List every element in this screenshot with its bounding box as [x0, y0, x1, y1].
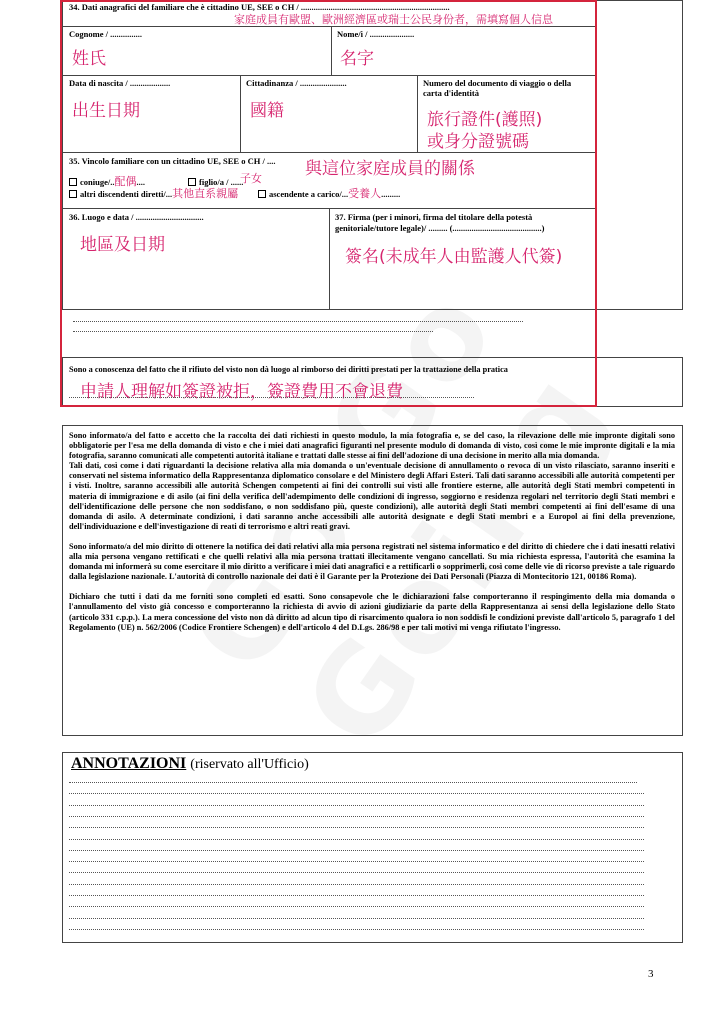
annotation-line[interactable] [69, 929, 644, 930]
annotation-line[interactable] [69, 906, 644, 907]
ascendant-option[interactable]: ascendente a carico/...受養人......... [258, 189, 400, 199]
section-36-zh[interactable]: 地區及日期 [80, 235, 165, 255]
section-37-label-1: 37. Firma (per i minori, firma del titolare della potestà [335, 212, 533, 222]
name-label: Nome/i / ..................... [337, 29, 415, 39]
section-37-label-2: genitoriale/tutore legale)/ ......... (..........................................) [335, 223, 545, 233]
annotations-title: ANNOTAZIONI [71, 755, 187, 772]
surname-zh[interactable]: 姓氏 [72, 49, 106, 69]
name-zh[interactable]: 名字 [340, 49, 374, 69]
annotations-subtitle: (riservato all'Ufficio) [190, 757, 309, 772]
annotation-line[interactable] [69, 918, 644, 919]
child-zh: 子女 [240, 172, 262, 185]
annotation-line[interactable] [69, 793, 644, 794]
highlight-frame [60, 0, 597, 407]
section-37-zh[interactable]: 簽名(未成年人由監護人代簽) [345, 247, 563, 267]
annotation-line[interactable] [69, 816, 644, 817]
annotations-box [62, 752, 683, 943]
annotation-line[interactable] [69, 861, 644, 862]
refund-zh: 申請人理解如簽證被拒，簽證費用不會退費 [80, 382, 403, 402]
section-34-label: 34. Dati anagrafici del familiare che è cittadino UE, SEE o CH / ...................................................................... [69, 2, 450, 12]
citizenship-zh[interactable]: 國籍 [250, 101, 284, 121]
child-option[interactable]: figlio/a / ...... [188, 177, 243, 187]
section-35-label: 35. Vincolo familiare con un cittadino UE, SEE o CH / .... [69, 156, 276, 166]
annotation-line[interactable] [69, 839, 644, 840]
annotation-line[interactable] [69, 805, 644, 806]
section-36-label: 36. Luogo e data / ................................ [69, 212, 204, 222]
ascendant-zh: 受養人 [348, 187, 382, 200]
info-paragraph-2: Tali dati, così come i dati riguardanti la decisione relativa alla mia domanda o un'eventuale decisione di annullamento o revoca di un visto rilasciato, saranno inseriti e conservati nel sistema informatico della Rappresentanza diplomatico consolare e del Ministero degli Affari Esteri. Tali dati saranno accessibili alle autorità competenti per i visti. Inoltre, saranno accessibili alle autorità Schengen competenti ai fini dei controlli sui visti alle frontiere esterne, alle autorità degli Stati membri competenti in materia di immigrazione e di asilo (ai fini della verifica dell'adempimento delle condizioni di ingresso, soggiorno e residenza regolari nel territorio degli Stati membri e dell'identificazione delle persone che non soddisfano, o non soddisfano più, queste condizioni), alle autorità degli Stati membri competenti ai fini dell'esame di una domanda di asilo. A determinate condizioni, i dati saranno anche accessibili alle autorità designate e degli Stati membri e a Europol ai fini della prevenzione, dell'individuazione e dell'investigazione di reati di terrorismo e altri reati gravi. [69, 461, 675, 531]
info-text [69, 431, 675, 643]
descendants-zh: 其他直系親屬 [172, 187, 239, 200]
section-35-zh: 與這位家庭成員的關係 [305, 159, 475, 179]
annotation-line[interactable] [69, 827, 644, 828]
info-paragraph-4: Dichiaro che tutti i dati da me forniti sono completi ed esatti. Sono consapevole che le dichiarazioni false comporteranno il respingimento della mia domanda o l'annullamento del visto già concesso e comporteranno la richiesta di avvio di azioni giudiziarie da parte della Rappresentanza ai sensi della legislazione dello Stato (articolo 331 c.p.p.). La mera concessione del visto non dà diritto ad alcun tipo di risarcimento qualora io non soddisfi le condizioni previste dall'articolo 5, paragrafo 1 del Regolamento (UE) n. 562/2006 (Codice Frontiere Schengen) e dell'articolo 4 del D.Lgs. 286/98 e per tali motivi mi venga rifiutato l'ingresso. [69, 592, 675, 632]
birth-label: Data di nascita / ................... [69, 78, 171, 88]
surname-label: Cognome / ............... [69, 29, 142, 39]
section-34-zh: 家庭成員有歐盟、歐洲經濟區或瑞士公民身份者，需填寫個人信息 [234, 13, 553, 26]
document-zh-line2[interactable]: 或身分證號碼 [427, 132, 529, 152]
citizenship-label: Cittadinanza / ...................... [246, 78, 347, 88]
annotation-line[interactable] [69, 895, 644, 896]
page-number: 3 [648, 968, 654, 980]
annotation-line[interactable] [69, 850, 644, 851]
refund-text: Sono a conoscenza del fatto che il rifiuto del visto non dà luogo al rimborso dei diritti prestati per la trattazione della pratica [69, 365, 508, 374]
spouse-option[interactable]: coniuge/..配偶.... [69, 177, 145, 187]
info-paragraph-1: Sono informato/a del fatto e accetto che la raccolta dei dati richiesti in questo modulo, la mia fotografia e, se del caso, la rilevazione delle mie impronte digitali sono obbligatorie per l'esa me della domanda di visto e che i miei dati anagrafici figuranti nel presente modulo di domanda di visto, così come le mie impronte digitali e la mia fotografia, saranno comunicati alle competenti autorità italiane e trattati dalle stesse ai fini dell'adozione di una decisione in merito alla mia domanda. [69, 431, 675, 461]
document-label: Numero del documento di viaggio o della carta d'identità [423, 78, 572, 98]
annotation-line[interactable] [69, 872, 644, 873]
document-zh-line1[interactable]: 旅行證件(護照) [427, 110, 543, 130]
annotation-line[interactable] [69, 782, 637, 783]
descendants-option[interactable]: altri discendenti diretti/...其他直系親屬 [69, 189, 238, 199]
spouse-zh: 配偶 [114, 175, 137, 188]
annotation-line[interactable] [69, 884, 644, 885]
annotations-heading [71, 755, 309, 773]
info-paragraph-3: Sono informato/a del mio diritto di ottenere la notifica dei dati relativi alla mia persona registrati nel sistema informatico e del diritto di chiedere che i dati inesatti relativi alla mia persona vengano rettificati e che quelli relativi alla mia persona trattati illecitamente vengano cancellati. Su mia richiesta espressa, l'autorità che esamina la domanda mi informerà su come esercitare il mio diritto a verificare i miei dati anagrafici e a rettificarli o sopprimerli, così come delle vie di ricorso previste a tale riguardo dalla legislazione nazionale. L'autorità di controllo nazionale dei dati è il Garante per la Protezione dei Dati Personali (Piazza di Montecitorio 121, 00186 Roma). [69, 541, 675, 582]
birth-zh[interactable]: 出生日期 [72, 101, 140, 121]
